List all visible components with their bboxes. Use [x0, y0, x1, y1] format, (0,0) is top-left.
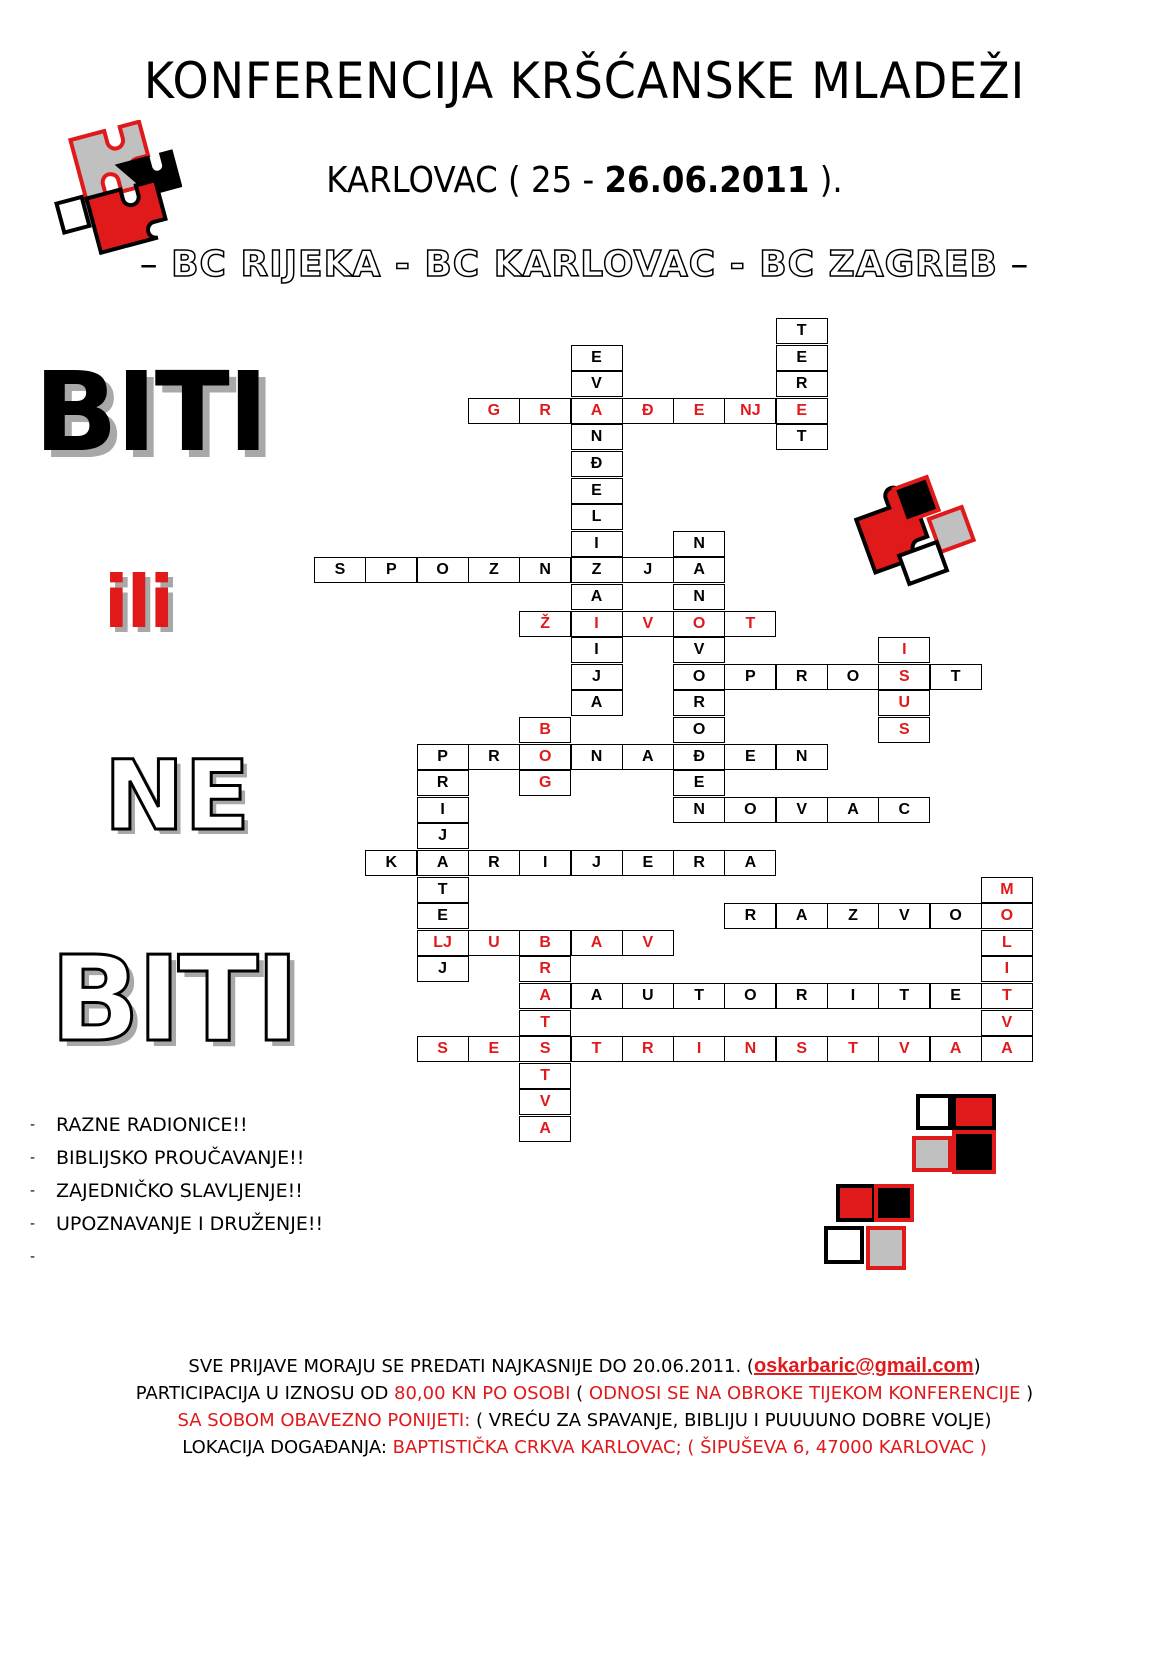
fee-paren-close: )	[1020, 1383, 1034, 1404]
footer-line-location	[0, 1434, 1169, 1461]
crossword-cell: V	[878, 903, 930, 929]
crossword-cell: Z	[571, 557, 623, 583]
crossword-cell: E	[724, 744, 776, 770]
crossword-cell: A	[571, 398, 623, 424]
footer-line-deadline	[0, 1353, 1169, 1380]
crossword-cell: R	[417, 770, 469, 796]
crossword-cell: A	[622, 744, 674, 770]
crossword-cell: P	[417, 744, 469, 770]
crossword-cell: J	[622, 557, 674, 583]
crossword-cell: R	[724, 903, 776, 929]
crossword-cell: A	[519, 983, 571, 1009]
crossword-cell: A	[571, 690, 623, 716]
crossword-cell: N	[724, 1036, 776, 1062]
crossword-cell: T	[724, 611, 776, 637]
fee-label: PARTICIPACIJA U IZNOSU OD	[135, 1383, 395, 1404]
crossword-cell: A	[981, 1036, 1033, 1062]
activities-list	[30, 1112, 323, 1277]
crossword-cell: T	[519, 1010, 571, 1036]
page-title: KONFERENCIJA KRŠĆANSKE MLADEŽI	[143, 52, 1026, 110]
crossword-cell: E	[417, 903, 469, 929]
crossword-cell: A	[519, 1116, 571, 1142]
bring-items: ( VREĆU ZA SPAVANJE, BIBLIJU I PUUUUNO DOBRE VOLJE)	[470, 1410, 992, 1431]
organizers-text: BC RIJEKA - BC KARLOVAC - BC ZAGREB	[171, 244, 998, 285]
crossword-cell: T	[776, 318, 828, 344]
crossword-cell: V	[571, 371, 623, 397]
crossword-cell: A	[776, 903, 828, 929]
footer-line-fee	[0, 1380, 1169, 1407]
crossword-cell: E	[673, 398, 725, 424]
contact-email-link[interactable]: oskarbaric@gmail.com	[753, 1355, 974, 1377]
word-ili: ili	[104, 560, 173, 644]
event-location-date	[58, 160, 1110, 201]
crossword-cell: I	[519, 850, 571, 876]
crossword-cell: I	[571, 531, 623, 557]
crossword-cell: R	[622, 1036, 674, 1062]
crossword-cell: J	[417, 956, 469, 982]
crossword-cell: N	[571, 424, 623, 450]
crossword-cell: V	[673, 637, 725, 663]
puzzle-icon-right-upper	[848, 468, 988, 598]
crossword-cell: O	[827, 664, 879, 690]
crossword-cell: S	[417, 1036, 469, 1062]
crossword-cell: A	[571, 584, 623, 610]
crossword-cell: O	[724, 983, 776, 1009]
crossword-cell: O	[724, 797, 776, 823]
crossword-cell: T	[519, 1063, 571, 1089]
crossword-cell: NJ	[724, 398, 776, 424]
location-address: BAPTISTIČKA CRKVA KARLOVAC; ( ŠIPUŠEVA 6, 47000 KARLOVAC )	[392, 1437, 987, 1458]
crossword-cell: L	[571, 504, 623, 530]
crossword-cell: O	[673, 664, 725, 690]
crossword-cell: R	[673, 690, 725, 716]
crossword-cell: N	[673, 584, 725, 610]
crossword-cell: Đ	[622, 398, 674, 424]
crossword-cell: U	[622, 983, 674, 1009]
crossword-cell: N	[776, 744, 828, 770]
crossword-cell: I	[417, 797, 469, 823]
crossword-cell: V	[519, 1089, 571, 1115]
crossword-cell: I	[673, 1036, 725, 1062]
crossword-cell: G	[468, 398, 520, 424]
crossword-cell: E	[622, 850, 674, 876]
crossword-cell: A	[571, 930, 623, 956]
activity-item	[30, 1244, 323, 1277]
crossword-cell: E	[776, 398, 828, 424]
crossword-cell: Đ	[673, 744, 725, 770]
crossword-cell: Đ	[571, 451, 623, 477]
crossword-cell: R	[776, 371, 828, 397]
crossword-cell: R	[776, 664, 828, 690]
subtitle-suffix: ).	[809, 160, 843, 201]
crossword-cell: I	[878, 637, 930, 663]
fee-note: ODNOSI SE NA OBROKE TIJEKOM KONFERENCIJE	[588, 1383, 1021, 1404]
crossword-cell: A	[571, 983, 623, 1009]
location-label: LOKACIJA DOGAĐANJA:	[182, 1437, 393, 1458]
crossword-cell: R	[468, 850, 520, 876]
crossword-cell: K	[365, 850, 417, 876]
crossword-cell: A	[724, 850, 776, 876]
crossword-cell: N	[673, 797, 725, 823]
crossword-cell: J	[417, 823, 469, 849]
deadline-text: SVE PRIJAVE MORAJU SE PREDATI NAJKASNIJE DO 20.06.2011. (	[188, 1356, 754, 1377]
crossword-cell: V	[776, 797, 828, 823]
crossword-cell: M	[981, 877, 1033, 903]
crossword-cell: N	[673, 531, 725, 557]
puzzle-icon-top-left	[52, 120, 182, 255]
crossword-cell: R	[673, 850, 725, 876]
crossword-cell: S	[314, 557, 366, 583]
crossword-cell: C	[878, 797, 930, 823]
deadline-end: )	[973, 1356, 981, 1377]
crossword-cell: T	[930, 664, 982, 690]
crossword-cell: O	[417, 557, 469, 583]
crossword-cell: Z	[468, 557, 520, 583]
crossword-cell: A	[827, 797, 879, 823]
crossword-cell: E	[571, 345, 623, 371]
activity-item: - RAZNE RADIONICE!!	[30, 1112, 323, 1145]
subtitle-date: 26.06.2011	[604, 160, 810, 201]
puzzle-icon-bottom	[820, 1172, 930, 1282]
activity-item: - ZAJEDNIČKO SLAVLJENJE!!	[30, 1178, 323, 1211]
crossword-cell: T	[776, 424, 828, 450]
crossword-cell: E	[930, 983, 982, 1009]
crossword-cell: V	[981, 1010, 1033, 1036]
crossword-cell: B	[519, 930, 571, 956]
crossword-cell: E	[468, 1036, 520, 1062]
crossword-cell: S	[519, 1036, 571, 1062]
crossword-cell: T	[571, 1036, 623, 1062]
crossword-cell: I	[571, 611, 623, 637]
crossword-cell: U	[468, 930, 520, 956]
crossword-cell: O	[981, 903, 1033, 929]
crossword-cell: U	[878, 690, 930, 716]
crossword-cell: T	[878, 983, 930, 1009]
word-biti-black: BITI	[34, 348, 267, 476]
crossword-cell: LJ	[417, 930, 469, 956]
crossword-cell: T	[981, 983, 1033, 1009]
crossword-cell: N	[571, 744, 623, 770]
crossword-cell: O	[673, 717, 725, 743]
crossword-cell: Ž	[519, 611, 571, 637]
crossword-cell: I	[827, 983, 879, 1009]
crossword-cell: T	[827, 1036, 879, 1062]
crossword-cell: R	[468, 744, 520, 770]
subtitle-prefix: KARLOVAC ( 25 -	[326, 160, 605, 201]
crossword-cell: T	[417, 877, 469, 903]
crossword-cell: G	[519, 770, 571, 796]
crossword-cell: A	[930, 1036, 982, 1062]
activity-item: - BIBLIJSKO PROUČAVANJE!!	[30, 1145, 323, 1178]
crossword-cell: V	[622, 611, 674, 637]
word-biti-outline: BITI	[50, 930, 297, 1068]
crossword-cell: N	[519, 557, 571, 583]
crossword-cell: B	[519, 717, 571, 743]
crossword-cell: R	[519, 956, 571, 982]
crossword-cell: L	[981, 930, 1033, 956]
crossword-cell: P	[365, 557, 417, 583]
crossword-cell: O	[930, 903, 982, 929]
fee-amount: 80,00 KN PO OSOBI	[394, 1383, 571, 1404]
crossword-cell: Z	[827, 903, 879, 929]
crossword-cell: E	[776, 345, 828, 371]
crossword-cell: S	[878, 664, 930, 690]
crossword-cell: J	[571, 850, 623, 876]
activity-item: - UPOZNAVANJE I DRUŽENJE!!	[30, 1211, 323, 1244]
organizers-line: – BC RIJEKA - BC KARLOVAC - BC ZAGREB –	[139, 244, 1030, 285]
crossword-cell: S	[776, 1036, 828, 1062]
bring-label: SA SOBOM OBAVEZNO PONIJETI:	[177, 1410, 471, 1431]
fee-paren-open: (	[570, 1383, 589, 1404]
crossword-cell: V	[622, 930, 674, 956]
crossword-cell: S	[878, 717, 930, 743]
crossword-cell: T	[673, 983, 725, 1009]
crossword-cell: E	[673, 770, 725, 796]
crossword-cell: J	[571, 664, 623, 690]
word-ne: NE	[104, 740, 250, 852]
crossword-cell: V	[878, 1036, 930, 1062]
crossword-cell: P	[724, 664, 776, 690]
crossword-cell: A	[417, 850, 469, 876]
crossword-cell: R	[776, 983, 828, 1009]
crossword-cell: E	[571, 478, 623, 504]
crossword-cell: I	[571, 637, 623, 663]
footer-line-bring	[0, 1407, 1169, 1434]
crossword-cell: I	[981, 956, 1033, 982]
crossword-cell: A	[673, 557, 725, 583]
crossword-cell: R	[519, 398, 571, 424]
registration-info	[0, 1353, 1169, 1461]
crossword-cell: O	[673, 611, 725, 637]
crossword-cell: O	[519, 744, 571, 770]
